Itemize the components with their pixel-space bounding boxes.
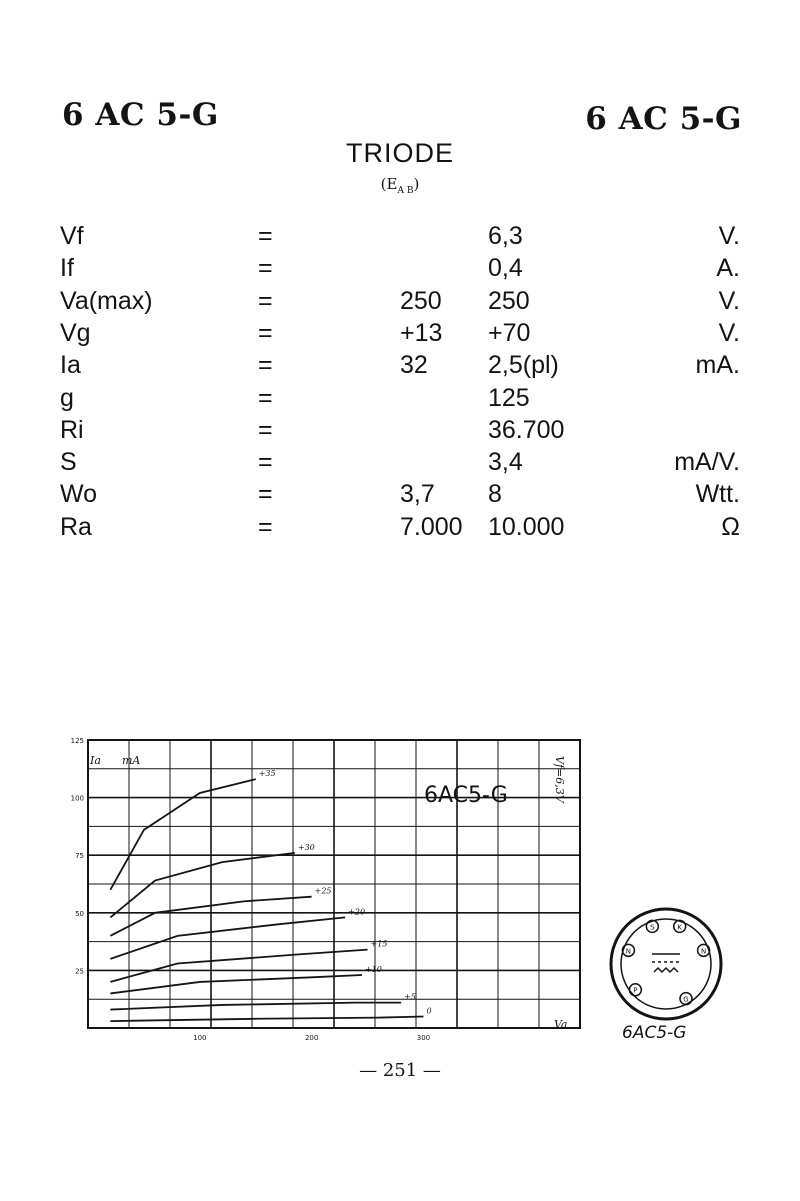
spec-row	[0, 416, 800, 448]
x-tick-label: 100	[193, 1034, 207, 1042]
spec-unit: V.	[718, 286, 740, 315]
y-tick-label: 75	[75, 852, 84, 861]
spec-name: Ri	[60, 415, 84, 444]
spec-value-2: 0,4	[488, 254, 523, 283]
spec-row	[0, 384, 800, 416]
tube-type-title: TRIODE	[345, 138, 454, 168]
spec-value-1: 7.000	[400, 512, 463, 541]
spec-unit: Ω	[721, 512, 740, 541]
spec-equals: =	[258, 254, 273, 283]
base-pin-label: K	[677, 923, 682, 932]
spec-equals: =	[258, 448, 273, 477]
characteristic-chart	[60, 728, 590, 1050]
base-pin-label: G	[683, 995, 689, 1004]
page-number: — 251 —	[359, 1060, 441, 1081]
spec-equals: =	[258, 480, 273, 509]
spec-value-1: +13	[400, 318, 443, 347]
spec-value-1: 250	[400, 286, 442, 315]
curve-label: 0	[426, 1006, 432, 1016]
triode-symbol	[652, 954, 680, 972]
spec-row	[0, 448, 800, 480]
chart-y-unit: mA	[122, 754, 141, 767]
spec-equals: =	[258, 286, 273, 315]
spec-unit: Wtt.	[695, 480, 740, 509]
chart-y-label: Ia	[90, 754, 101, 767]
spec-row	[0, 480, 800, 512]
chart-label: 6AC5-G	[424, 783, 508, 808]
y-tick-label: 100	[70, 794, 84, 803]
chart-curves	[110, 769, 431, 1021]
spec-value-1: 32	[400, 351, 428, 380]
y-tick-label: 25	[75, 967, 84, 976]
spec-equals: =	[258, 318, 273, 347]
curve-line	[110, 975, 362, 993]
spec-row	[0, 222, 800, 254]
spec-name: Vg	[60, 318, 91, 347]
spec-value-2: 8	[488, 480, 502, 509]
curve-label: +30	[297, 842, 315, 852]
base-pin-label: N	[700, 947, 707, 956]
spec-name: S	[60, 448, 77, 477]
spec-unit: mA.	[695, 351, 740, 380]
spec-row	[0, 319, 800, 351]
chart-x-label: Va	[554, 1018, 568, 1031]
tube-base-diagram	[596, 892, 736, 1042]
spec-unit: V.	[718, 222, 740, 250]
spec-row	[0, 351, 800, 383]
base-pin-label: S	[650, 923, 655, 932]
curve-label: +5	[404, 992, 416, 1002]
spec-unit: V.	[718, 318, 740, 347]
spec-unit: mA/V.	[674, 448, 740, 477]
curve-line	[110, 1003, 401, 1010]
spec-name: Ra	[60, 512, 92, 541]
curve-label: +20	[348, 907, 366, 917]
x-tick-label: 300	[416, 1034, 431, 1042]
curve-label: +25	[314, 886, 332, 896]
spec-name: g	[60, 383, 74, 412]
spec-equals: =	[258, 222, 273, 250]
spec-value-2: 36.700	[488, 415, 565, 444]
spec-row	[0, 254, 800, 286]
curve-label: +35	[258, 769, 276, 779]
spec-value-2: 6,3	[488, 222, 523, 250]
base-outer-ring	[611, 909, 721, 1019]
spec-name: Wo	[60, 480, 98, 509]
spec-equals: =	[258, 415, 273, 444]
spec-value-2: 2,5(pl)	[488, 351, 559, 380]
spec-equals: =	[258, 383, 273, 412]
spec-row	[0, 513, 800, 545]
curve-line	[110, 1016, 423, 1021]
base-pin-label: P	[633, 986, 638, 995]
spec-value-2: 10.000	[488, 512, 565, 541]
spec-name: Vf	[60, 222, 84, 250]
spec-value-2: 125	[488, 383, 530, 412]
base-label: 6AC5-G	[622, 1023, 687, 1042]
spec-value-2: +70	[488, 318, 531, 347]
spec-equals: =	[258, 512, 273, 541]
spec-equals: =	[258, 351, 273, 380]
spec-value-2: 3,4	[488, 448, 523, 477]
tube-name-left: 6 AC 5-G	[62, 97, 219, 133]
curve-label: +15	[370, 939, 388, 949]
spec-value-1: 3,7	[400, 480, 435, 509]
tube-name-right: 6 AC 5-G	[585, 101, 742, 137]
tube-class: $(E_{A B})$	[380, 175, 420, 196]
spec-name: Va(max)	[60, 286, 153, 315]
spec-row	[0, 287, 800, 319]
x-tick-label: 200	[304, 1034, 319, 1042]
spec-value-2: 250	[488, 286, 530, 315]
spec-name: Ia	[60, 351, 81, 380]
chart-side-note: Vf=6,3V	[553, 756, 566, 803]
y-tick-label: 125	[70, 737, 84, 745]
curve-label: +10	[364, 965, 382, 975]
curve-line	[110, 853, 295, 918]
base-pin-label: N	[625, 947, 632, 956]
y-tick-label: 50	[75, 909, 84, 918]
spec-name: If	[60, 254, 74, 283]
curve-line	[110, 917, 345, 958]
spec-unit: A.	[716, 254, 740, 283]
